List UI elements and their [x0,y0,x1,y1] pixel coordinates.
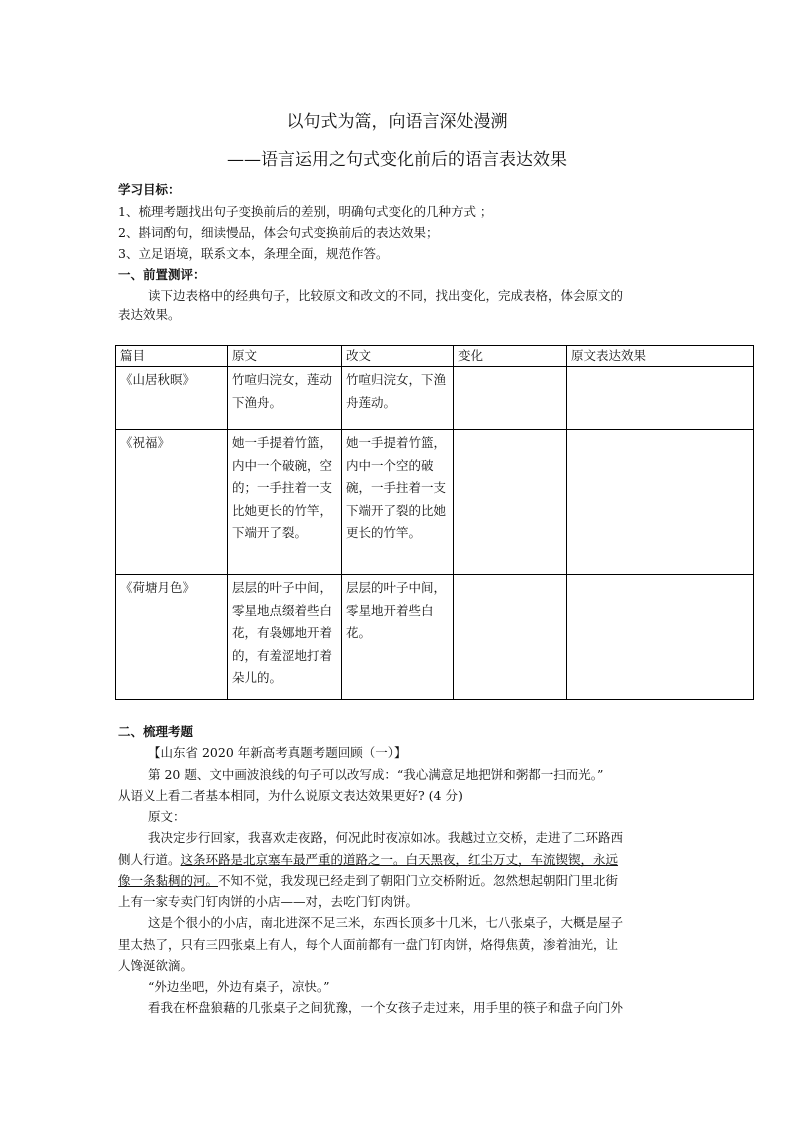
effect-cell[interactable] [567,430,754,575]
original-cell: 层层的叶子中间，零星地点缀着些白花，有袅娜地开着的，有羞涩地打着朵儿的。 [228,575,342,700]
objective-item: 2、斟词酌句，细读慢品，体会句式变换前后的表达效果； [118,225,439,240]
title-cell: 《山居秋暝》 [116,367,228,430]
passage-line: 像一条黏稠的河。不知不觉，我发现已经走到了朝阳门立交桥附近。忽然想起朝阳门里北街 [118,873,619,888]
table-row [116,367,754,430]
objectives-heading: 学习目标： [118,182,181,197]
section1-heading: 一、前置测评： [118,267,206,282]
passage-line: 侧人行道。这条环路是北京塞车最严重的道路之一。白天黑夜，红尘万丈，车流锲锲，永远 [118,852,619,867]
section2-heading: 二、梳理考题 [118,724,194,739]
original-cell: 竹喧归浣女，莲动下渔舟。 [228,367,342,430]
question-text: 从语义上看二者基本相同，为什么说原文表达效果更好? (4 分) [118,788,463,803]
change-cell[interactable] [454,430,567,575]
exam-source: 【山东省 2020 年新高考真题考题回顾（一）】 [148,745,407,760]
page-title: 以句式为篙，向语言深处漫溯 [286,112,508,132]
table-row [116,430,754,575]
question-text: 第 20 题、文中画波浪线的句子可以改写成：“我心满意足地把饼和粥都一扫而光。” [148,767,604,782]
effect-cell[interactable] [567,575,754,700]
column-header: 原文 [228,346,342,367]
modified-cell: 她一手提着竹篮，内中一个空的破碗，一手拄着一支下端开了裂的比她更长的竹竿。 [342,430,454,575]
table-header-row [116,346,754,367]
passage-line: 这是个很小的小店，南北进深不足三米，东西长顶多十几米，七八张桌子，大概是屋子 [148,915,624,930]
column-header: 改文 [342,346,454,367]
passage-line: “外边坐吧，外边有桌子，凉快。” [148,979,330,994]
wavy-underlined-sentence: 像一条黏稠的河。 [118,873,219,888]
effect-cell[interactable] [567,367,754,430]
passage-line: 上有一家专卖门钉肉饼的小店——对，去吃门钉肉饼。 [118,894,419,909]
section1-instruction: 读下边表格中的经典句子，比较原文和改文的不同，找出变化，完成表格，体会原文的 [148,288,624,303]
change-cell[interactable] [454,367,567,430]
original-label: 原文： [148,809,186,824]
column-header: 篇目 [116,346,228,367]
section1-instruction: 表达效果。 [118,307,181,322]
wavy-underlined-sentence: 这条环路是北京塞车最严重的道路之一。白天黑夜，红尘万丈，车流锲锲，永远 [180,852,619,867]
passage-line: 里太热了，只有三四张桌上有人，每个人面前都有一盘门钉肉饼，烙得焦黄，渗着油光，让 [118,937,619,952]
title-cell: 《祝福》 [116,430,228,575]
passage-line: 人馋涎欲滴。 [118,958,194,973]
title-cell: 《荷塘月色》 [116,575,228,700]
original-cell: 她一手提着竹篮，内中一个破碗，空的；一手拄着一支比她更长的竹竿，下端开了裂。 [228,430,342,575]
column-header: 原文表达效果 [567,346,754,367]
objective-item: 3、立足语境，联系文本，条理全面，规范作答。 [118,246,389,261]
objective-item: 1、梳理考题找出句子变换前后的差别，明确句式变化的几种方式 ； [118,204,493,219]
page-subtitle: ——语言运用之句式变化前后的语言表达效果 [227,150,567,170]
passage-line: 我决定步行回家，我喜欢走夜路，何况此时夜凉如冰。我越过立交桥，走进了二环路西 [148,830,624,845]
modified-cell: 竹喧归浣女，下渔舟莲动。 [342,367,454,430]
comparison-table [115,345,754,700]
passage-line: 看我在杯盘狼藉的几张桌子之间犹豫，一个女孩子走过来，用手里的筷子和盘子向门外 [148,1000,624,1015]
table-row [116,575,754,700]
column-header: 变化 [454,346,567,367]
change-cell[interactable] [454,575,567,700]
modified-cell: 层层的叶子中间，零星地开着些白花。 [342,575,454,700]
